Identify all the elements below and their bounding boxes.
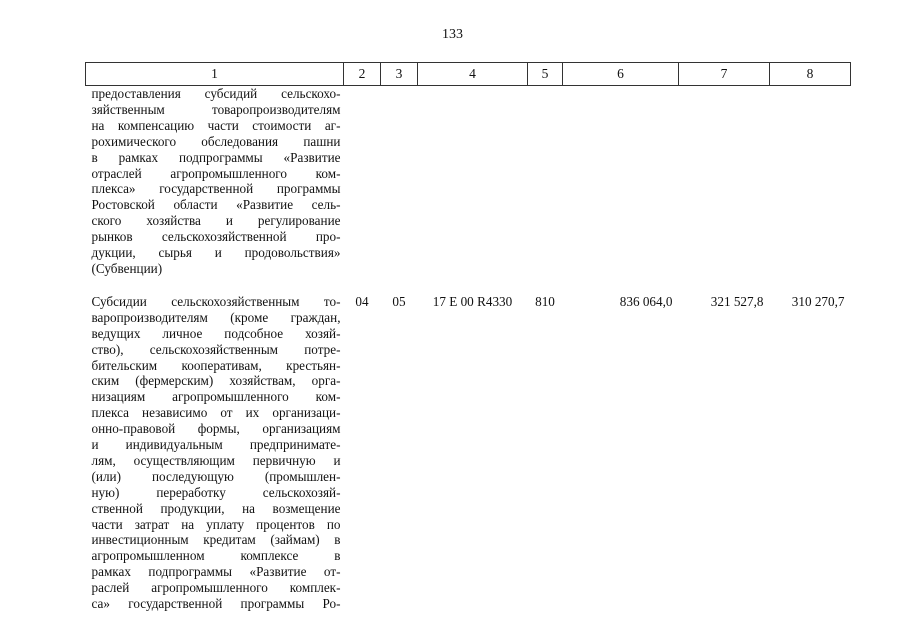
- cell-subsection: 05: [392, 293, 406, 309]
- description-line: Субсидии сельскохозяйственным то-: [91, 293, 341, 309]
- cell-amount-col7: 321 527,8: [710, 293, 764, 309]
- description-line: лям, осуществляющим первичную и: [91, 452, 341, 468]
- description-line: зяйственным товаропроизводителям: [91, 101, 341, 117]
- description-line: (или) последующую (промышлен-: [91, 468, 341, 484]
- column-header-7: 7: [679, 63, 770, 86]
- cell-target-article: 17 Е 00 R4330: [432, 293, 513, 309]
- description-line: и индивидуальным предпринимате-: [91, 437, 341, 453]
- description-line: ского хозяйства и регулирование: [91, 213, 341, 229]
- header-row: [86, 63, 851, 86]
- column-header-3: 3: [381, 63, 418, 86]
- description-line: са» государственной программы Ро-: [91, 596, 341, 612]
- cell-amount-col8: 310 270,7: [791, 293, 845, 309]
- description-line: ство), сельскохозяйственным потре-: [91, 341, 341, 357]
- column-header-6: 6: [563, 63, 679, 86]
- description-line: на компенсацию части стоимости аг-: [91, 117, 341, 133]
- column-header-8: 8: [770, 63, 851, 86]
- description-line: (Субвенции): [91, 260, 163, 276]
- description-line: раслей агропромышленного комплек-: [91, 580, 341, 596]
- page-number: 133: [442, 27, 463, 42]
- description-line: ским (фермерским) хозяйствам, орга-: [91, 373, 341, 389]
- table-row: [86, 287, 851, 612]
- cell-col5: [528, 86, 563, 287]
- description-line: плекса» государственной программы: [91, 181, 341, 197]
- description-line: инвестиционным кредитам (займам) в: [91, 532, 341, 548]
- description-line: ведущих личное подсобное хозяй-: [91, 325, 341, 341]
- cell-col4: [418, 86, 528, 287]
- column-header-1: 1: [86, 63, 344, 86]
- description-line: агропромышленном комплексе в: [91, 548, 341, 564]
- description-line: бительским кооперативам, крестьян-: [91, 357, 341, 373]
- budget-table: [85, 62, 851, 612]
- description-line: рамках подпрограммы «Развитие от-: [91, 564, 341, 580]
- cell-col2: [344, 86, 381, 287]
- description-line: низациям агропромышленного ком-: [91, 389, 341, 405]
- description-line: рынков сельскохозяйственной про-: [91, 229, 341, 245]
- table-row: [86, 86, 851, 287]
- row-description: [86, 86, 344, 287]
- cell-col8: [770, 86, 851, 287]
- description-line: дукции, сырья и продовольствия»: [91, 245, 341, 261]
- description-line: варопроизводителям (кроме граждан,: [91, 309, 341, 325]
- row-description: [86, 287, 344, 612]
- description-line: рохимического обследования пашни: [91, 133, 341, 149]
- description-line: Ростовской области «Развитие сель-: [91, 197, 341, 213]
- description-line: в рамках подпрограммы «Развитие: [91, 149, 341, 165]
- column-header-2: 2: [344, 63, 381, 86]
- description-line: ственной продукции, на возмещение: [91, 500, 341, 516]
- column-header-4: 4: [418, 63, 528, 86]
- description-line: онно-правовой формы, организациям: [91, 421, 341, 437]
- cell-section: 04: [355, 293, 369, 309]
- column-header-5: 5: [528, 63, 563, 86]
- description-line: плекса независимо от их организаци-: [91, 405, 341, 421]
- cell-col3: [381, 86, 418, 287]
- description-line: предоставления субсидий сельскохо-: [91, 86, 341, 101]
- description-line: ную) переработку сельскохозяй-: [91, 484, 341, 500]
- cell-col7: [679, 86, 770, 287]
- cell-col6: [563, 86, 679, 287]
- cell-expense-type: 810: [535, 293, 555, 309]
- description-line: части затрат на уплату процентов по: [91, 516, 341, 532]
- description-line: отраслей агропромышленного ком-: [91, 165, 341, 181]
- cell-amount-col6: 836 064,0: [619, 293, 673, 309]
